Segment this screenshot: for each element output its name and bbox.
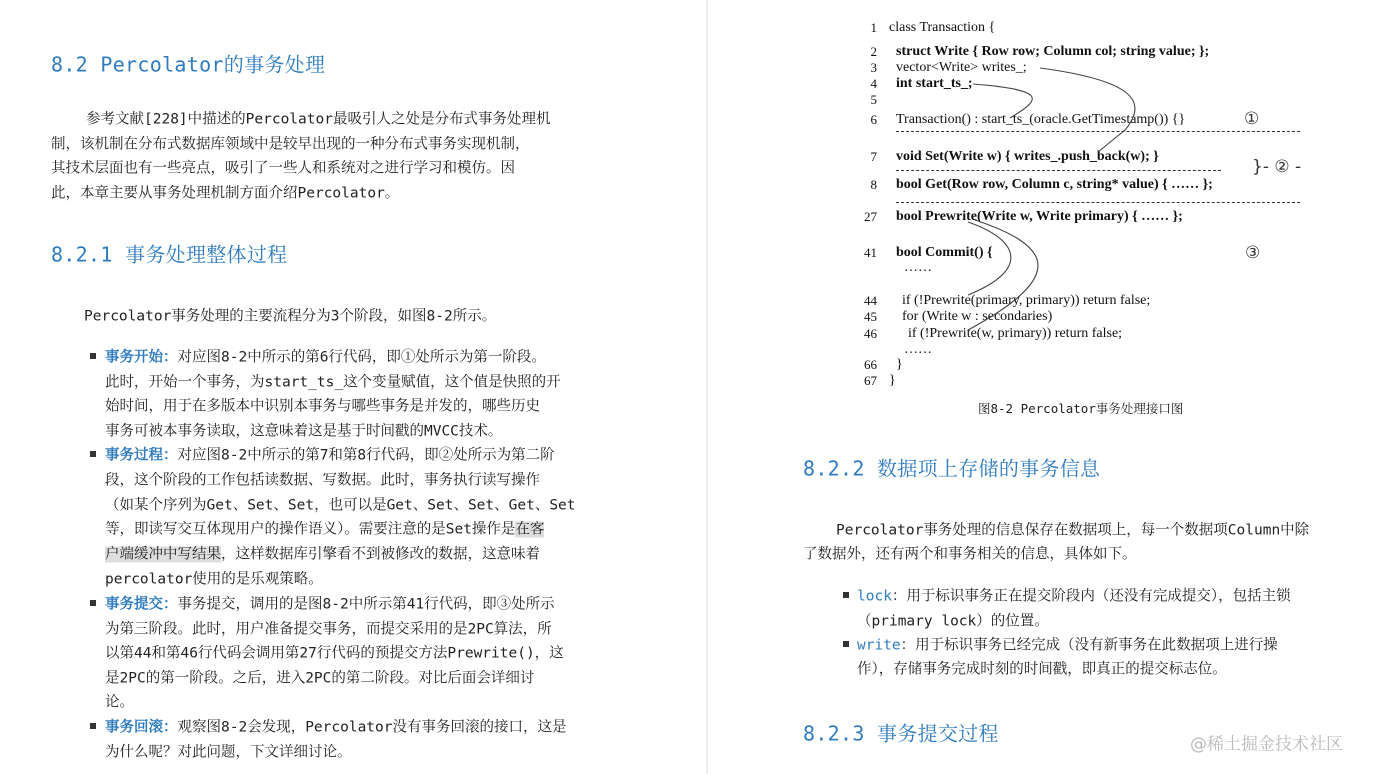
highlighted-text: 户端缓冲中写结果: [105, 546, 221, 563]
section-heading-8-2-1: 8.2.1 事务处理整体过程: [51, 242, 288, 267]
list-line: 以第44和第46行代码会调用第27行代码的预提交方法Prewrite()，这: [105, 645, 564, 662]
circled-3-marker: ③: [1245, 243, 1261, 263]
code-line: void Set(Write w) { writes_.push_back(w); }: [896, 149, 1159, 164]
list-line: 论。: [105, 694, 134, 711]
term: 事务开始：: [105, 349, 178, 366]
paragraph-line: 此，本章主要从事务处理机制方面介绍Percolator。: [51, 185, 400, 202]
code-line: bool Prewrite(Write w, Write primary) { …… };: [896, 209, 1183, 224]
term: write: [857, 637, 901, 654]
list-line: 事务可被本事务读取，这意味着这是基于时间戳的MVCC技术。: [105, 423, 503, 440]
line-number: 45: [864, 309, 877, 324]
line-number: 67: [864, 373, 877, 388]
arrow-start-ts: [973, 84, 1032, 118]
line-number: 44: [864, 293, 877, 308]
bullet-icon: [843, 592, 849, 598]
list-line: 是2PC的第一阶段。之后，进入2PC的第二阶段。对比后面会详细讨: [105, 670, 535, 687]
code-line: struct Write { Row row; Column col; string value; };: [896, 44, 1210, 59]
code-line: class Transaction {: [889, 20, 996, 35]
line-number: 41: [864, 245, 877, 260]
line-number: 27: [864, 209, 877, 224]
list-line: 作），存储事务完成时刻的时间戳，即真正的提交标志位。: [857, 661, 1227, 678]
code-line: int start_ts_;: [896, 76, 973, 91]
term: lock: [857, 588, 892, 605]
paragraph-line: Percolator事务处理的信息保存在数据项上，每一个数据项Column中除: [836, 522, 1310, 539]
list-line: percolator使用的是乐观策略。: [105, 571, 323, 588]
section-heading-8-2: 8.2 Percolator的事务处理: [51, 52, 326, 77]
list-text: 事务提交，调用的是图8-2中所示第41行代码，即③处所示: [177, 596, 555, 613]
line-number: 4: [870, 76, 877, 91]
line-number: 2: [870, 44, 877, 59]
line-number: 3: [870, 60, 877, 75]
code-line: }: [896, 357, 903, 372]
paragraph-line: 了数据外，还有两个和事务相关的信息，具体如下。: [803, 546, 1137, 563]
line-number: 5: [870, 92, 877, 107]
list-line: 为第三阶段。此时，用户准备提交事务，而提交采用的是2PC算法，所: [105, 621, 552, 638]
code-line: for (Write w : secondaries): [902, 309, 1053, 324]
code-line: bool Commit() {: [896, 245, 993, 260]
paragraph-line: 制，该机制在分布式数据库领域中是较早出现的一种分布式事务实现机制，: [51, 136, 530, 153]
line-number: 8: [870, 177, 877, 192]
arrow-prewrite-1: [968, 222, 1011, 295]
paragraph-line: 参考文献[228]中描述的Percolator最吸引人之处是分布式事务处理机: [86, 111, 551, 128]
code-line: }: [889, 373, 896, 388]
code-line: vector<Write> writes_;: [896, 60, 1027, 75]
term: 事务提交：: [105, 596, 178, 613]
list-text: 对应图8-2中所示的第6行代码，即①处所示为第一阶段。: [177, 349, 546, 366]
code-line: ……: [904, 260, 932, 275]
list-line: 此时，开始一个事务，为start_ts_这个变量赋值，这个值是快照的开: [105, 374, 561, 391]
list-line: 始时间，用于在多版本中识别本事务与哪些事务是并发的，哪些历史: [105, 398, 540, 415]
line-number: 6: [870, 112, 877, 127]
circled-1-marker: ①: [1244, 109, 1260, 129]
figure-caption: 图8-2 Percolator事务处理接口图: [978, 401, 1184, 416]
code-line: bool Get(Row row, Column c, string* value) { …… };: [896, 177, 1213, 192]
highlighted-text: 在客: [515, 521, 545, 538]
list-text: 等，即读写交互体现用户的操作语义）。需要注意的是Set操作是: [105, 521, 516, 538]
list-line: 为什么呢？对此问题，下文详细讨论。: [105, 744, 352, 761]
list-text: 观察图8-2会发现，Percolator没有事务回滚的接口，这是: [177, 719, 567, 736]
list-text: ：用于标识事务已经完成（没有新事务在此数据项上进行操: [900, 637, 1278, 654]
code-line: Transaction() : start_ts_(oracle.GetTimestamp()) {}: [896, 112, 1186, 127]
watermark: @稀土掘金技术社区: [1190, 734, 1343, 755]
circled-2-marker: }- ② -: [1252, 157, 1302, 177]
code-line: ……: [904, 342, 932, 357]
section-heading-8-2-3: 8.2.3 事务提交过程: [803, 721, 999, 746]
list-item: [857, 585, 1291, 606]
line-number: 1: [870, 20, 877, 35]
list-line: 段，这个阶段的工作包括读数据、写数据。此时，事务执行读写操作: [105, 472, 540, 489]
line-number: 46: [864, 326, 877, 341]
code-line: if (!Prewrite(primary, primary)) return false;: [902, 293, 1151, 308]
list-text: ：用于标识事务正在提交阶段内（还没有完成提交），包括主锁: [891, 588, 1291, 605]
paragraph-line: 其技术层面也有一些亮点，吸引了一些人和系统对之进行学习和模仿。因: [51, 160, 515, 177]
code-line: if (!Prewrite(w, primary)) return false;: [908, 326, 1123, 341]
list-text: ，这样数据库引擎看不到被修改的数据，这意味着: [221, 546, 540, 563]
list-item: [857, 634, 1278, 655]
list-line: （primary lock）的位置。: [857, 613, 1049, 630]
line-number: 66: [864, 357, 877, 372]
term: 事务回滚：: [105, 719, 178, 736]
line-number: 7: [870, 149, 877, 164]
bullet-icon: [843, 641, 849, 647]
list-text: 对应图8-2中所示的第7和第8行代码，即②处所示为第二阶: [177, 447, 555, 464]
paragraph-line: Percolator事务处理的主要流程分为3个阶段，如图8-2所示。: [84, 308, 497, 325]
section-heading-8-2-2: 8.2.2 数据项上存储的事务信息: [803, 456, 1101, 481]
list-line: （如某个序列为Get、Set、Set，也可以是Get、Set、Set、Get、Set: [105, 497, 576, 514]
term: 事务过程：: [105, 447, 178, 464]
arrow-writes: [1040, 68, 1135, 152]
